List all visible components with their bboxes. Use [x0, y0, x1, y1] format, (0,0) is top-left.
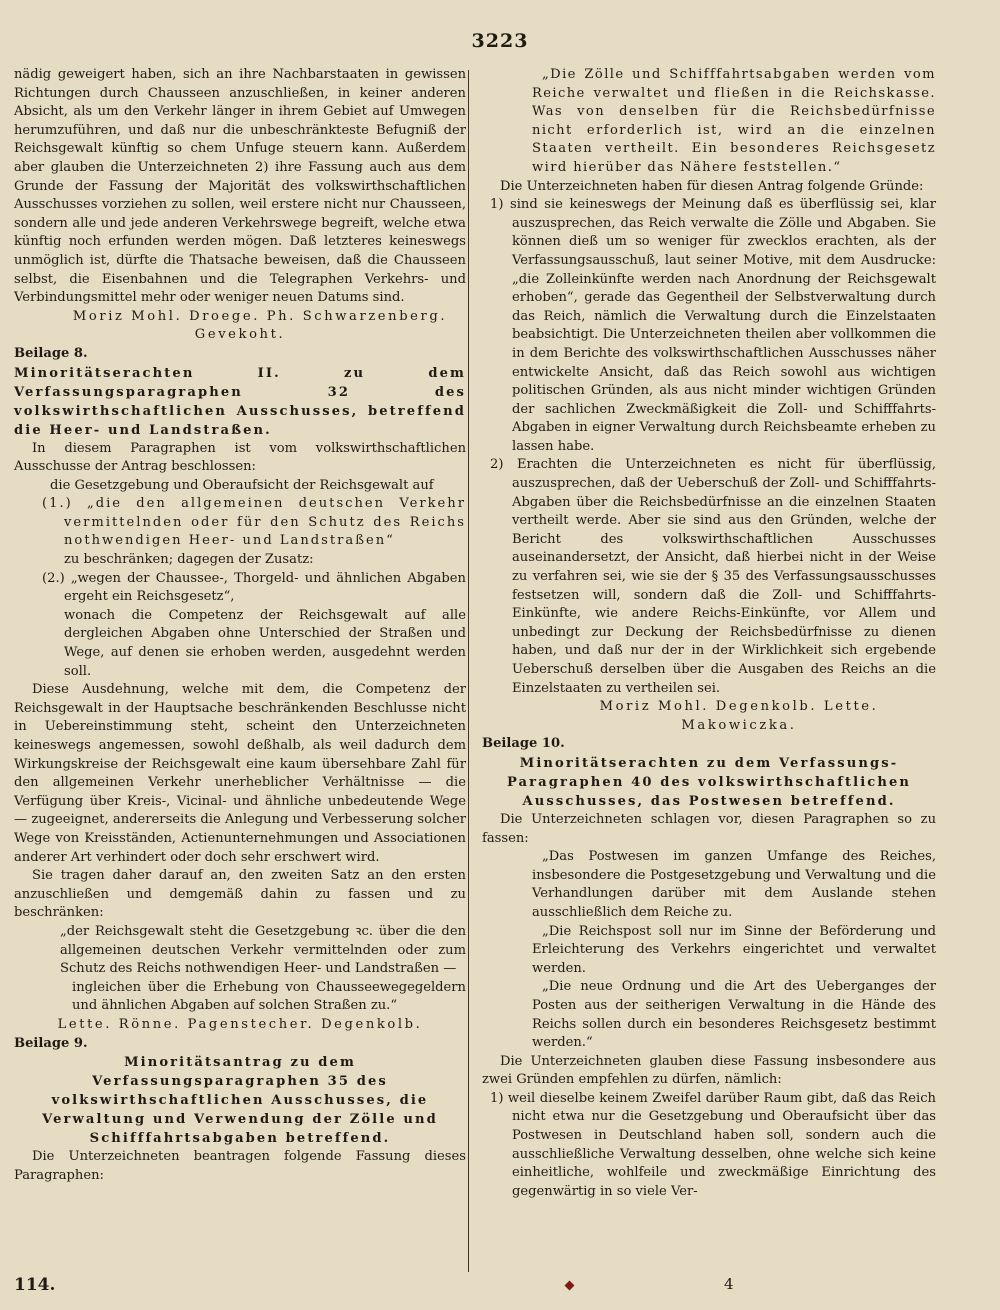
left-intro-paragraph: nädig geweigert haben, sich an ihre Nachbarstaaten in gewissen Richtungen durch Chausseen anzuschließen, in keiner anderen Absicht, als um den Verkehr länger in ihrem Gebiet auf Umwegen herumzuführen, und daß nur die unbeschränkteste Befugniß der Reichsgewalt künftig so chem Unfuge steuern kann. Außerdem aber glauben die Unterzeichneten 2) ihre Fassung auch aus dem Grunde der Fassung der Majorität des volkswirthschaftlichen Ausschusses vorziehen zu sollen, weil erstere nicht nur Chausseen, sondern alle und jede anderen Verkehrswege begreift, welche etwa künftig noch erfunden werden mögen. Daß letzteres keineswegs unmöglich ist, dürfte die Thatsache beweisen, daß die Chausseen selbst, die Eisenbahnen und die Telegraphen Verkehrs- und Verbindungsmittel mehr oder weniger neuen Datums sind. [14, 67, 466, 306]
paragraph: zu beschränken; dagegen der Zusatz: [64, 552, 314, 568]
quoted-clause: „Die Reichspost soll nur im Sinne der Beförderung und Erleichterung des Verkehrs eingerichtet und verwaltet werden. [532, 923, 936, 976]
quoted-clause: „Die neue Ordnung und die Art des Ueberganges der Posten aus der seitherigen Verwaltung in die Hände des Reichs sollen durch ein besonderes Reichsgesetz bestimmt werden.“ [532, 979, 936, 1051]
quoted-clause: (1.) „die den allgemeinen deutschen Verkehr vermittelnden oder für den Schutz des Reichs nothwendigen Heer- und Landstraßen“ [42, 496, 466, 549]
footer-sheet-number: 114. [14, 1275, 56, 1295]
paragraph: Die Unterzeichneten schlagen vor, diesen Paragraphen so zu fassen: [482, 811, 936, 846]
numbered-item: 1) sind sie keineswegs der Meinung daß es überflüssig sei, klar auszusprechen, das Reich verwalte die Zölle und Abgaben. Sie können dieß um so weniger für zwecklos erachten, als der Verfassungsausschuß, laut seiner Motive, mit dem Ausdrucke: „die Zolleinkünfte werden nach Anordnung der Reichsgewalt erhoben“, gerade das Gegentheil der Selbstverwaltung durch das Reich, nämlich die Verwaltung durch die Einzelstaaten beabsichtigt. Die Unterzeichneten theilen aber vollkommen die in dem Berichte des volkswirthschaftlichen Ausschusses näher entwickelte Ansicht, daß das Reich sowohl aus wichtigen politischen Gründen, als aus nicht minder wichtigen Gründen der sachlichen Zweckmäßigkeit die Zoll- und Schifffahrts-Abgaben in eigner Verwaltung durch Reichsbeamte erheben zu lassen habe. [490, 197, 936, 454]
quoted-clause: ingleichen über die Erhebung von Chausseewegegeldern und ähnlichen Abgaben auf solchen Straßen zu.“ [72, 979, 466, 1014]
column-divider [468, 70, 469, 1272]
section-title: Minoritätserachten II. zu dem Verfassungsparagraphen 32 des volkswirthschaftlichen Ausschusses, betreffend die Heer- und Landstraßen. [14, 365, 466, 438]
beilage-heading: Beilage 8. [14, 345, 88, 361]
paragraph: Die Unterzeichneten haben für diesen Antrag folgende Gründe: [500, 178, 924, 194]
beilage-heading: Beilage 10. [482, 736, 565, 752]
signature-line: Moriz Mohl. Droege. Ph. Schwarzenberg. [72, 308, 448, 324]
quoted-clause: „Das Postwesen im ganzen Umfange des Reiches, insbesondere die Postgesetzgebung und Verwaltung und die Verhandlungen darüber mit dem Auslande stehen ausschließlich dem Reiche zu. [532, 849, 936, 920]
beilage-heading: Beilage 9. [14, 1035, 88, 1051]
paragraph: die Gesetzgebung und Oberaufsicht der Reichsgewalt auf [50, 477, 434, 493]
section-title: Minoritätsantrag zu dem Verfassungsparagraphen 35 des volkswirthschaftlichen Ausschusses, die Verwaltung und Verwendung der Zölle und Schifffahrtsabgaben betreffend. [42, 1055, 438, 1147]
quoted-clause: „Die Zölle und Schifffahrtsabgaben werden vom Reiche verwaltet und fließen in die Reichskasse. Was von denselben für die Reichsbedürfnisse nicht erforderlich ist, wird an die einzelnen Staaten vertheilt. Ein besonderes Reichsgesetz wird hierüber das Nähere feststellen.“ [532, 67, 936, 175]
footer-signature-number: 4 [724, 1275, 734, 1293]
page-number: 3223 [471, 30, 529, 52]
paragraph: In diesem Paragraphen ist vom volkswirthschaftlichen Ausschusse der Antrag beschlossen: [14, 440, 466, 475]
section-title: Minoritätserachten zu dem Verfassungs-Paragraphen 40 des volkswirthschaftlichen Ausschusses, das Postwesen betreffend. [506, 755, 912, 809]
paragraph: Die Unterzeichneten beantragen folgende Fassung dieses Paragraphen: [14, 1149, 466, 1183]
quoted-clause: (2.) „wegen der Chaussee-, Thorgeld- und ähnlichen Abgaben ergeht ein Reichsgesetz“, [42, 570, 466, 605]
right-column [482, 66, 936, 1201]
ink-mark [565, 1281, 575, 1291]
numbered-item: 2) Erachten die Unterzeichneten es nicht für überflüssig, auszusprechen, daß der Ueberschuß der Zoll- und Schifffahrts-Abgaben über die Reichsbedürfnisse an die einzelnen Staaten vertheilt werde. Aber sie sind aus den Gründen, welche der Bericht des volkswirthschaftlichen Ausschusses auseinandersetzt, der Ansicht, daß hierbei nicht in der Weise zu verfahren sei, wie sie der § 35 des Verfassungsausschusses festsetzen will, sondern daß die Zoll- und Schifffahrts-Einkünfte, wie andere Reichs-Einkünfte, vor Allem und unbedingt zur Deckung der Reichsbedürfnisse zu dienen haben, und daß nur der in der Wirklichkeit sich ergebende Ueberschuß derselben über die Ausgaben des Reichs an die Einzelstaaten zu vertheilen sei. [490, 457, 936, 696]
paragraph: Sie tragen daher darauf an, den zweiten Satz an den ersten anzuschließen und demgemäß dahin zu fassen und zu beschränken: [14, 868, 466, 921]
quoted-clause: „der Reichsgewalt steht die Gesetzgebung ꝛc. über die den allgemeinen deutschen Verkehr vermittelnden oder zum Schutz des Reichs nothwendigen Heer- und Landstraßen — [60, 923, 466, 977]
signature-line: Gevekoht. [194, 327, 286, 343]
paragraph: wonach die Competenz der Reichsgewalt auf alle dergleichen Abgaben ohne Unterschied der Straßen und Wege, auf denen sie erhoben werden, ausgedehnt werden soll. [64, 607, 466, 679]
numbered-item: 1) weil dieselbe keinem Zweifel darüber Raum gibt, daß das Reich nicht etwa nur die Gesetzgebung und Oberaufsicht über das Postwesen in Deutschland haben soll, sondern auch die ausschließliche Verwaltung desselben, ohne welche sich keine einheitliche, wohlfeile und zweckmäßige Einrichtung des gegenwärtig in so viele Ver- [490, 1090, 936, 1199]
left-column [14, 66, 466, 1185]
paragraph: Diese Ausdehnung, welche mit dem, die Competenz der Reichsgewalt in der Hauptsache beschränkenden Beschlusse nicht in Uebereinstimmung steht, scheint den Unterzeichneten keineswegs angemessen, sowohl deßhalb, als weil dadurch dem Wirkungskreise der Reichsgewalt eine kaum übersehbare Zahl für den allgemeinen Verkehr unerheblicher Verhältnisse — die Verfügung über Kreis-, Vicinal- und ähnliche unbedeutende Wege — zugeeignet, andererseits die Anlegung und Verbesserung solcher Wege von Kreisständen, Actienunternehmungen und Associationen anderer Art verhindert oder doch sehr erschwert wird. [14, 682, 466, 865]
paragraph: Die Unterzeichneten glauben diese Fassung insbesondere aus zwei Gründen empfehlen zu dürfen, nämlich: [482, 1053, 936, 1088]
signature-line: Lette. Rönne. Pagenstecher. Degenkolb. [57, 1016, 423, 1032]
signature-line: Moriz Mohl. Degenkolb. Lette. Makowiczka. [599, 699, 879, 733]
